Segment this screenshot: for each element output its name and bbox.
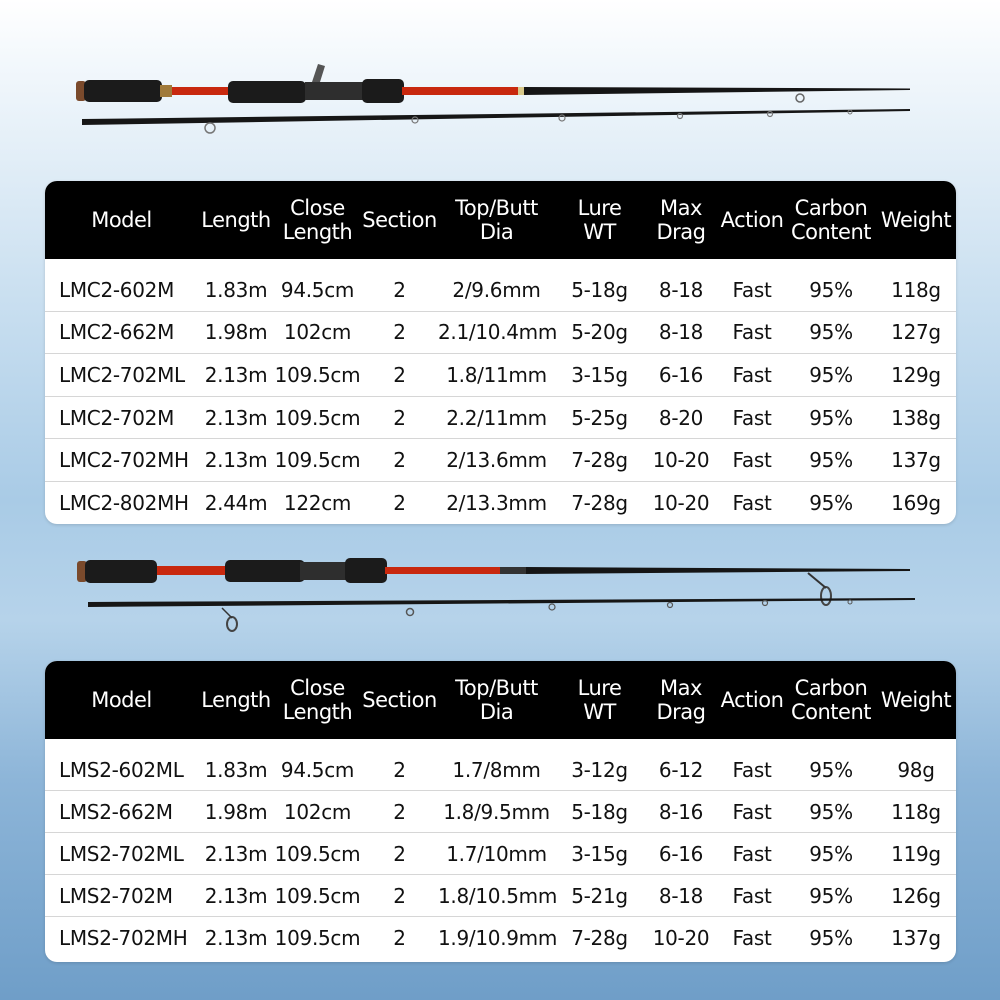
cell-action: Fast xyxy=(732,277,772,302)
cell-carbon-content: 95% xyxy=(786,875,876,917)
cell-carbon-content: 95% xyxy=(809,757,853,782)
cell-lure-wt: 5-25g xyxy=(555,396,644,439)
front-grip xyxy=(345,558,387,583)
cell-top-butt-dia: 2.2/11mm xyxy=(438,396,555,439)
table-row xyxy=(45,875,956,917)
casting-rod-image xyxy=(0,60,1000,170)
trigger xyxy=(312,64,325,82)
red-blank-section xyxy=(157,566,227,575)
cell-section: 2 xyxy=(361,311,438,354)
cell-section: 2 xyxy=(361,481,438,523)
cell-action: Fast xyxy=(718,311,786,354)
reel-seat xyxy=(305,82,365,100)
cell-carbon-content: 95% xyxy=(786,396,876,439)
cell-length: 1.98m xyxy=(198,311,274,354)
rear-grip xyxy=(85,560,157,583)
cell-lure-wt: 7-28g xyxy=(555,481,644,523)
cell-length: 2.44m xyxy=(198,481,274,523)
upper-blank xyxy=(524,87,910,95)
cell-action: Fast xyxy=(718,875,786,917)
cell-section: 2 xyxy=(361,354,438,397)
cell-carbon-content: 95% xyxy=(809,277,853,302)
cell-section: 2 xyxy=(361,833,438,875)
cell-carbon-content: 95% xyxy=(786,917,876,959)
cell-model: LMS2-662M xyxy=(45,791,198,833)
cell-weight: 126g xyxy=(876,875,956,917)
header-label: Section xyxy=(362,688,437,712)
spinning-spec-table xyxy=(45,661,956,962)
cell-close-length: 102cm xyxy=(274,791,361,833)
cell-lure-wt: 5-18g xyxy=(571,277,628,302)
cell-section: 2 xyxy=(361,439,438,482)
header-label: Top/Butt xyxy=(455,676,538,700)
cell-lure-wt: 5-21g xyxy=(555,875,644,917)
cell-top-butt-dia: 1.8/11mm xyxy=(438,354,555,397)
cell-weight: 137g xyxy=(876,439,956,482)
header-lure-wt xyxy=(555,661,644,739)
cell-action: Fast xyxy=(718,439,786,482)
header-label: Lure xyxy=(577,676,622,700)
cell-section: 2 xyxy=(393,277,406,302)
cell-close-length: 94.5cm xyxy=(280,757,355,782)
cell-close-length: 109.5cm xyxy=(274,354,361,397)
cell-close-length: 109.5cm xyxy=(274,439,361,482)
header-label: Section xyxy=(362,208,437,232)
cell-model: LMS2-602ML xyxy=(59,757,184,782)
header-length xyxy=(198,661,274,739)
red-blank-section xyxy=(172,87,232,95)
header-label: Length xyxy=(282,220,353,244)
cell-model: LMS2-702MH xyxy=(45,917,198,959)
cell-weight: 127g xyxy=(876,311,956,354)
cell-weight: 118g xyxy=(891,277,941,302)
table-header-row xyxy=(45,181,956,259)
spec-table xyxy=(45,661,956,958)
cell-carbon-content: 95% xyxy=(786,439,876,482)
cell-carbon-content: 95% xyxy=(786,311,876,354)
header-close-length xyxy=(274,181,361,259)
cell-weight: 119g xyxy=(876,833,956,875)
upper-blank xyxy=(526,567,910,574)
cell-max-drag: 8-18 xyxy=(644,875,718,917)
cell-lure-wt: 5-20g xyxy=(555,311,644,354)
header-weight xyxy=(876,661,956,739)
cell-max-drag: 6-16 xyxy=(644,354,718,397)
cell-max-drag: 8-18 xyxy=(644,311,718,354)
header-weight xyxy=(876,181,956,259)
cell-max-drag: 10-20 xyxy=(644,917,718,959)
header-label: Action xyxy=(720,688,784,712)
spinning-rod-image xyxy=(0,540,1000,650)
cell-close-length: 94.5cm xyxy=(280,277,355,302)
cell-max-drag: 8-16 xyxy=(644,791,718,833)
header-section xyxy=(361,661,438,739)
cell-length: 1.83m xyxy=(204,277,268,302)
header-label: Dia xyxy=(479,700,514,724)
header-label: Weight xyxy=(880,208,952,232)
cell-close-length: 109.5cm xyxy=(274,917,361,959)
header-label: Close xyxy=(290,196,345,220)
header-label: Max xyxy=(660,196,702,220)
cell-model: LMC2-802MH xyxy=(45,481,198,523)
header-label: Content xyxy=(790,700,872,724)
cell-lure-wt: 3-15g xyxy=(555,354,644,397)
cell-model: LMC2-702ML xyxy=(45,354,198,397)
header-action xyxy=(718,661,786,739)
header-lure-wt xyxy=(555,181,644,259)
header-label: Weight xyxy=(880,688,952,712)
header-label: Carbon xyxy=(794,676,868,700)
cell-max-drag: 10-20 xyxy=(644,481,718,523)
table-row xyxy=(45,311,956,354)
cell-max-drag: 6-12 xyxy=(658,757,704,782)
cell-length: 1.98m xyxy=(198,791,274,833)
fore-grip xyxy=(228,81,306,103)
header-label: Length xyxy=(282,700,353,724)
cell-weight: 118g xyxy=(876,791,956,833)
cell-length: 2.13m xyxy=(198,917,274,959)
cell-section: 2 xyxy=(393,757,406,782)
table-row xyxy=(45,481,956,523)
cell-top-butt-dia: 2/13.3mm xyxy=(438,481,555,523)
header-label: Length xyxy=(201,688,271,712)
cell-top-butt-dia: 1.7/8mm xyxy=(452,757,541,782)
header-carbon-content xyxy=(786,181,876,259)
tip-blank xyxy=(82,109,910,125)
spec-table xyxy=(45,181,956,524)
table-row xyxy=(45,917,956,959)
cell-section: 2 xyxy=(361,396,438,439)
header-max-drag xyxy=(644,181,718,259)
cell-length: 2.13m xyxy=(198,439,274,482)
header-label: Carbon xyxy=(794,196,868,220)
header-max-drag xyxy=(644,661,718,739)
cell-action: Fast xyxy=(718,791,786,833)
cell-top-butt-dia: 1.8/9.5mm xyxy=(438,791,555,833)
cell-max-drag: 10-20 xyxy=(644,439,718,482)
header-label: Content xyxy=(790,220,872,244)
header-label: Lure xyxy=(577,196,622,220)
cell-lure-wt: 7-28g xyxy=(555,439,644,482)
header-label: Drag xyxy=(656,220,706,244)
cell-carbon-content: 95% xyxy=(786,833,876,875)
header-label: Model xyxy=(91,208,152,232)
table-row xyxy=(45,439,956,482)
cell-section: 2 xyxy=(361,917,438,959)
red-blank-section-front xyxy=(402,87,520,95)
cell-section: 2 xyxy=(361,875,438,917)
header-label: Length xyxy=(201,208,271,232)
cell-max-drag: 8-18 xyxy=(658,277,704,302)
header-model xyxy=(45,661,198,739)
front-grip xyxy=(362,79,404,103)
cell-lure-wt: 7-28g xyxy=(555,917,644,959)
cell-model: LMC2-702MH xyxy=(45,439,198,482)
reel-seat xyxy=(300,562,348,580)
header-label: Action xyxy=(720,208,784,232)
cell-max-drag: 6-16 xyxy=(644,833,718,875)
cell-model: LMS2-702M xyxy=(45,875,198,917)
cell-length: 2.13m xyxy=(198,354,274,397)
rear-grip xyxy=(84,80,162,102)
cell-action: Fast xyxy=(718,396,786,439)
cell-max-drag: 8-20 xyxy=(644,396,718,439)
header-length xyxy=(198,181,274,259)
header-close-length xyxy=(274,661,361,739)
cell-close-length: 122cm xyxy=(274,481,361,523)
header-carbon-content xyxy=(786,661,876,739)
guide-ring xyxy=(227,617,237,631)
table-row xyxy=(45,396,956,439)
cell-action: Fast xyxy=(718,354,786,397)
cell-lure-wt: 3-12g xyxy=(571,757,628,782)
cell-weight: 169g xyxy=(876,481,956,523)
cell-model: LMS2-702ML xyxy=(45,833,198,875)
header-top-butt-dia xyxy=(438,181,555,259)
header-action xyxy=(718,181,786,259)
guide-ring xyxy=(821,587,831,605)
cell-carbon-content: 95% xyxy=(786,481,876,523)
cell-top-butt-dia: 1.9/10.9mm xyxy=(438,917,555,959)
table-row xyxy=(45,259,956,311)
cell-length: 2.13m xyxy=(198,875,274,917)
cell-action: Fast xyxy=(718,481,786,523)
cell-carbon-content: 95% xyxy=(786,791,876,833)
cell-length: 2.13m xyxy=(198,396,274,439)
cell-lure-wt: 5-18g xyxy=(555,791,644,833)
guide-ring xyxy=(205,123,215,133)
cell-close-length: 109.5cm xyxy=(274,833,361,875)
cell-top-butt-dia: 2.1/10.4mm xyxy=(438,311,555,354)
cell-length: 2.13m xyxy=(198,833,274,875)
guide-ring xyxy=(796,94,804,102)
header-label: Dia xyxy=(479,220,514,244)
cell-close-length: 109.5cm xyxy=(274,396,361,439)
header-label: Model xyxy=(91,688,152,712)
header-label: Max xyxy=(660,676,702,700)
cell-top-butt-dia: 1.7/10mm xyxy=(438,833,555,875)
cell-weight: 138g xyxy=(876,396,956,439)
red-blank-section-front xyxy=(385,567,500,574)
cell-section: 2 xyxy=(361,791,438,833)
cell-action: Fast xyxy=(732,757,772,782)
table-row xyxy=(45,833,956,875)
table-row xyxy=(45,739,956,791)
header-label: WT xyxy=(583,700,616,724)
cell-action: Fast xyxy=(718,833,786,875)
cell-weight: 137g xyxy=(876,917,956,959)
cell-close-length: 102cm xyxy=(274,311,361,354)
header-model xyxy=(45,181,198,259)
cell-weight: 98g xyxy=(897,757,935,782)
cell-top-butt-dia: 1.8/10.5mm xyxy=(438,875,555,917)
cell-close-length: 109.5cm xyxy=(274,875,361,917)
header-top-butt-dia xyxy=(438,661,555,739)
cell-length: 1.83m xyxy=(204,757,268,782)
table-header-row xyxy=(45,661,956,739)
header-label: Top/Butt xyxy=(455,196,538,220)
cell-model: LMC2-702M xyxy=(45,396,198,439)
header-label: WT xyxy=(583,220,616,244)
cell-top-butt-dia: 2/9.6mm xyxy=(452,277,541,302)
cell-top-butt-dia: 2/13.6mm xyxy=(438,439,555,482)
header-label: Drag xyxy=(656,700,706,724)
cell-model: LMC2-602M xyxy=(59,277,175,302)
header-section xyxy=(361,181,438,259)
casting-spec-table xyxy=(45,181,956,524)
cell-weight: 129g xyxy=(876,354,956,397)
table-row xyxy=(45,791,956,833)
cell-carbon-content: 95% xyxy=(786,354,876,397)
cell-model: LMC2-662M xyxy=(45,311,198,354)
cell-action: Fast xyxy=(718,917,786,959)
header-label: Close xyxy=(290,676,345,700)
table-row xyxy=(45,354,956,397)
cell-lure-wt: 3-15g xyxy=(555,833,644,875)
fore-grip xyxy=(225,560,305,582)
tip-blank xyxy=(88,598,915,607)
